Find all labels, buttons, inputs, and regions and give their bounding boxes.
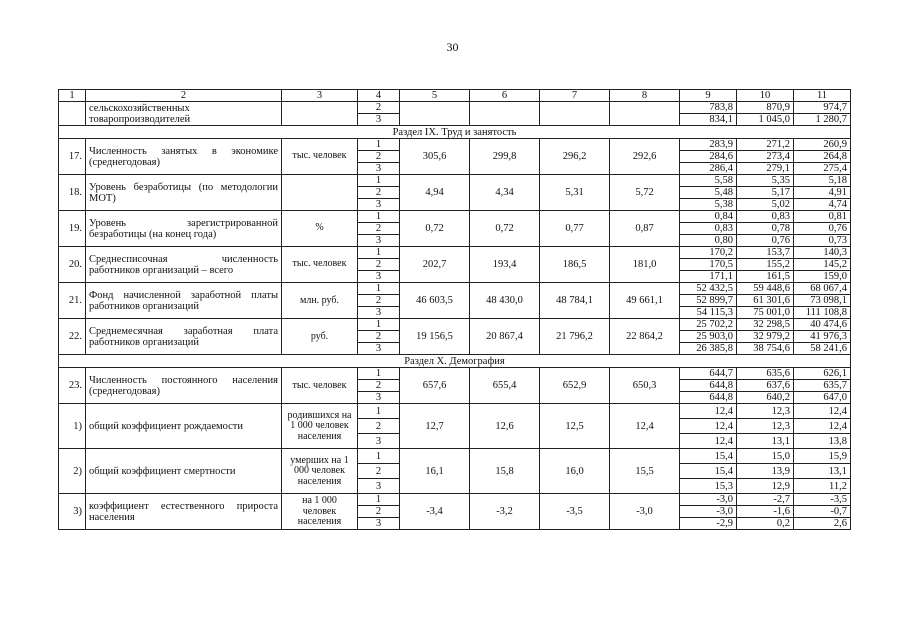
indicator-name: Среднесписочная численность работников организаций – всего — [86, 247, 282, 283]
year-code: 3 — [358, 235, 400, 247]
forecast-value: 15,9 — [794, 449, 851, 464]
table-row — [59, 494, 851, 506]
forecast-value: 647,0 — [794, 392, 851, 404]
year-code: 1 — [358, 211, 400, 223]
year-code: 3 — [358, 163, 400, 175]
forecast-value: -2,9 — [680, 518, 737, 530]
base-value: 655,4 — [470, 368, 540, 404]
base-value: 181,0 — [610, 247, 680, 283]
year-code: 2 — [358, 380, 400, 392]
forecast-value: 153,7 — [737, 247, 794, 259]
forecast-value: 870,9 — [737, 102, 794, 114]
table-row — [59, 368, 851, 380]
indicator-unit — [282, 175, 358, 211]
forecast-value: 5,02 — [737, 199, 794, 211]
forecast-value: 15,4 — [680, 464, 737, 479]
indicator-name: Среднемесячная заработная плата работников организаций — [86, 319, 282, 355]
indicator-unit: на 1 000 человек населения — [282, 494, 358, 530]
forecast-value: 0,84 — [680, 211, 737, 223]
forecast-value: 52 432,5 — [680, 283, 737, 295]
forecast-value: 13,9 — [737, 464, 794, 479]
column-header: 5 — [400, 90, 470, 102]
forecast-value: 0,2 — [737, 518, 794, 530]
table-row — [59, 211, 851, 223]
year-code: 3 — [358, 518, 400, 530]
year-code: 1 — [358, 449, 400, 464]
base-value: 652,9 — [540, 368, 610, 404]
forecast-value: 644,8 — [680, 380, 737, 392]
indicator-name: Численность постоянного населения (среднегодовая) — [86, 368, 282, 404]
forecast-value: 12,3 — [737, 404, 794, 419]
forecast-value: 5,58 — [680, 175, 737, 187]
indicator-index: 3) — [59, 494, 86, 530]
indicator-name: Уровень безработицы (по методологии МОТ) — [86, 175, 282, 211]
column-header: 10 — [737, 90, 794, 102]
page-number: 30 — [446, 40, 459, 54]
forecast-value: 159,0 — [794, 271, 851, 283]
base-value: 305,6 — [400, 139, 470, 175]
forecast-value: 5,48 — [680, 187, 737, 199]
forecast-value: 974,7 — [794, 102, 851, 114]
year-code: 2 — [358, 464, 400, 479]
forecast-value: 170,2 — [680, 247, 737, 259]
base-value: -3,2 — [470, 494, 540, 530]
indicator-name: Численность занятых в экономике (среднегодовая) — [86, 139, 282, 175]
column-header: 1 — [59, 90, 86, 102]
forecast-value: 284,6 — [680, 151, 737, 163]
year-code: 1 — [358, 404, 400, 419]
base-value: 657,6 — [400, 368, 470, 404]
forecast-value: 640,2 — [737, 392, 794, 404]
base-value: 0,72 — [470, 211, 540, 247]
forecast-value: 4,91 — [794, 187, 851, 199]
base-value: 46 603,5 — [400, 283, 470, 319]
indicator-name: Фонд начисленной заработной платы работников организаций — [86, 283, 282, 319]
forecast-value: 13,1 — [794, 464, 851, 479]
year-code: 2 — [358, 259, 400, 271]
year-code: 3 — [358, 114, 400, 126]
forecast-value: 0,83 — [680, 223, 737, 235]
base-value: 20 867,4 — [470, 319, 540, 355]
forecast-value: 12,4 — [680, 404, 737, 419]
indicator-unit: умерших на 1 000 человек населения — [282, 449, 358, 494]
year-code: 1 — [358, 368, 400, 380]
year-code: 1 — [358, 139, 400, 151]
indicator-index: 20. — [59, 247, 86, 283]
base-value: 49 661,1 — [610, 283, 680, 319]
forecast-value: 12,4 — [680, 434, 737, 449]
base-value: 19 156,5 — [400, 319, 470, 355]
forecast-value: 61 301,6 — [737, 295, 794, 307]
forecast-value: 15,3 — [680, 479, 737, 494]
year-code: 3 — [358, 434, 400, 449]
base-value: -3,5 — [540, 494, 610, 530]
base-value: 186,5 — [540, 247, 610, 283]
forecast-value: 0,78 — [737, 223, 794, 235]
forecast-value: -0,7 — [794, 506, 851, 518]
forecast-value: -2,7 — [737, 494, 794, 506]
indicator-index — [59, 102, 86, 126]
forecast-value: 171,1 — [680, 271, 737, 283]
forecast-value: 12,9 — [737, 479, 794, 494]
base-value: 12,6 — [470, 404, 540, 449]
table-row — [59, 247, 851, 259]
forecast-value: 111 108,8 — [794, 307, 851, 319]
base-value: 12,7 — [400, 404, 470, 449]
indicator-index: 17. — [59, 139, 86, 175]
forecast-value: 12,4 — [794, 419, 851, 434]
indicator-unit: тыс. человек — [282, 247, 358, 283]
forecast-value: 260,9 — [794, 139, 851, 151]
forecast-value: 644,8 — [680, 392, 737, 404]
base-value: 21 796,2 — [540, 319, 610, 355]
base-value: 0,77 — [540, 211, 610, 247]
forecast-value: 170,5 — [680, 259, 737, 271]
indicator-unit: родившихся на 1 000 человек населения — [282, 404, 358, 449]
base-value: 0,72 — [400, 211, 470, 247]
section-title: Раздел IX. Труд и занятость — [59, 126, 851, 139]
column-header: 8 — [610, 90, 680, 102]
year-code: 2 — [358, 187, 400, 199]
forecast-value: -3,0 — [680, 494, 737, 506]
table-row — [59, 319, 851, 331]
forecast-value: 275,4 — [794, 163, 851, 175]
section-title: Раздел X. Демография — [59, 355, 851, 368]
year-code: 3 — [358, 392, 400, 404]
forecast-value: -3,0 — [680, 506, 737, 518]
forecast-value: 12,4 — [680, 419, 737, 434]
indicator-name: коэффициент естественного прироста населения — [86, 494, 282, 530]
column-header: 4 — [358, 90, 400, 102]
base-value: 22 864,2 — [610, 319, 680, 355]
base-value: 12,5 — [540, 404, 610, 449]
indicator-index: 23. — [59, 368, 86, 404]
forecast-value: 2,6 — [794, 518, 851, 530]
section-row — [59, 355, 851, 368]
forecast-value: 73 098,1 — [794, 295, 851, 307]
forecast-value: 54 115,3 — [680, 307, 737, 319]
indicator-index: 22. — [59, 319, 86, 355]
base-value: -3,0 — [610, 494, 680, 530]
year-code: 3 — [358, 199, 400, 211]
indicator-index: 2) — [59, 449, 86, 494]
forecast-value: 273,4 — [737, 151, 794, 163]
base-value: 4,94 — [400, 175, 470, 211]
indicator-unit: руб. — [282, 319, 358, 355]
forecast-value: 25 702,2 — [680, 319, 737, 331]
indicator-unit — [282, 102, 358, 126]
forecast-value: 12,4 — [794, 404, 851, 419]
column-header: 7 — [540, 90, 610, 102]
year-code: 2 — [358, 419, 400, 434]
table-row — [59, 175, 851, 187]
table-row — [59, 139, 851, 151]
forecast-value: 1 280,7 — [794, 114, 851, 126]
indicator-name: сельскохозяйственных товаропроизводителей — [86, 102, 282, 126]
forecast-value: 11,2 — [794, 479, 851, 494]
base-value: 202,7 — [400, 247, 470, 283]
forecast-value: 286,4 — [680, 163, 737, 175]
forecast-value: 13,8 — [794, 434, 851, 449]
indicator-unit: млн. руб. — [282, 283, 358, 319]
forecast-value: 0,83 — [737, 211, 794, 223]
forecast-value: 38 754,6 — [737, 343, 794, 355]
base-value: 5,72 — [610, 175, 680, 211]
indicator-name: общий коэффициент смертности — [86, 449, 282, 494]
base-value: 16,1 — [400, 449, 470, 494]
forecast-value: 13,1 — [737, 434, 794, 449]
indicator-index: 19. — [59, 211, 86, 247]
table-row — [59, 404, 851, 419]
base-value — [610, 102, 680, 126]
forecast-value: 626,1 — [794, 368, 851, 380]
forecast-value: 635,7 — [794, 380, 851, 392]
base-value — [400, 102, 470, 126]
base-value: 193,4 — [470, 247, 540, 283]
column-header: 9 — [680, 90, 737, 102]
forecast-value: 26 385,8 — [680, 343, 737, 355]
column-header: 6 — [470, 90, 540, 102]
forecast-value: 5,35 — [737, 175, 794, 187]
forecast-value: 5,38 — [680, 199, 737, 211]
forecast-value: 40 474,6 — [794, 319, 851, 331]
indicator-index: 21. — [59, 283, 86, 319]
forecast-value: 5,17 — [737, 187, 794, 199]
base-value: 0,87 — [610, 211, 680, 247]
forecast-value: 12,3 — [737, 419, 794, 434]
forecast-value: 32 979,2 — [737, 331, 794, 343]
indicator-unit: % — [282, 211, 358, 247]
forecast-value: 283,9 — [680, 139, 737, 151]
forecast-value: 41 976,3 — [794, 331, 851, 343]
forecast-value: 0,81 — [794, 211, 851, 223]
base-value — [540, 102, 610, 126]
table-row — [59, 449, 851, 464]
base-value: 292,6 — [610, 139, 680, 175]
year-code: 3 — [358, 307, 400, 319]
indicator-unit: тыс. человек — [282, 368, 358, 404]
forecast-value: 68 067,4 — [794, 283, 851, 295]
year-code: 3 — [358, 343, 400, 355]
forecast-value: 635,6 — [737, 368, 794, 380]
indicator-unit: тыс. человек — [282, 139, 358, 175]
forecast-value: 140,3 — [794, 247, 851, 259]
forecast-value: 58 241,6 — [794, 343, 851, 355]
forecast-value: 15,4 — [680, 449, 737, 464]
forecast-value: 145,2 — [794, 259, 851, 271]
forecast-value: 0,76 — [737, 235, 794, 247]
year-code: 2 — [358, 223, 400, 235]
forecast-value: 59 448,6 — [737, 283, 794, 295]
year-code: 2 — [358, 151, 400, 163]
base-value: -3,4 — [400, 494, 470, 530]
base-value: 15,8 — [470, 449, 540, 494]
base-value: 299,8 — [470, 139, 540, 175]
forecast-value: 155,2 — [737, 259, 794, 271]
statistics-table — [58, 89, 851, 530]
indicator-name: Уровень зарегистрированной безработицы (на конец года) — [86, 211, 282, 247]
forecast-value: 264,8 — [794, 151, 851, 163]
forecast-value: 637,6 — [737, 380, 794, 392]
forecast-value: 279,1 — [737, 163, 794, 175]
year-code: 1 — [358, 247, 400, 259]
year-code: 2 — [358, 102, 400, 114]
year-code: 3 — [358, 479, 400, 494]
section-row — [59, 126, 851, 139]
forecast-value: 25 903,0 — [680, 331, 737, 343]
forecast-value: 0,80 — [680, 235, 737, 247]
base-value: 4,34 — [470, 175, 540, 211]
forecast-value: 32 298,5 — [737, 319, 794, 331]
header-row — [59, 90, 851, 102]
year-code: 1 — [358, 175, 400, 187]
column-header: 2 — [86, 90, 282, 102]
base-value: 5,31 — [540, 175, 610, 211]
forecast-value: 644,7 — [680, 368, 737, 380]
forecast-value: 5,18 — [794, 175, 851, 187]
base-value: 48 784,1 — [540, 283, 610, 319]
column-header: 3 — [282, 90, 358, 102]
indicator-name: общий коэффициент рождаемости — [86, 404, 282, 449]
forecast-value: 15,0 — [737, 449, 794, 464]
base-value: 296,2 — [540, 139, 610, 175]
base-value: 48 430,0 — [470, 283, 540, 319]
year-code: 2 — [358, 331, 400, 343]
forecast-value: -3,5 — [794, 494, 851, 506]
forecast-value: -1,6 — [737, 506, 794, 518]
table-row — [59, 283, 851, 295]
forecast-value: 1 045,0 — [737, 114, 794, 126]
indicator-index: 1) — [59, 404, 86, 449]
table-row — [59, 102, 851, 114]
forecast-value: 783,8 — [680, 102, 737, 114]
forecast-value: 834,1 — [680, 114, 737, 126]
forecast-value: 161,5 — [737, 271, 794, 283]
year-code: 2 — [358, 295, 400, 307]
forecast-value: 75 001,0 — [737, 307, 794, 319]
base-value: 15,5 — [610, 449, 680, 494]
forecast-value: 0,73 — [794, 235, 851, 247]
year-code: 1 — [358, 494, 400, 506]
forecast-value: 271,2 — [737, 139, 794, 151]
column-header: 11 — [794, 90, 851, 102]
year-code: 3 — [358, 271, 400, 283]
forecast-value: 52 899,7 — [680, 295, 737, 307]
base-value — [470, 102, 540, 126]
base-value: 12,4 — [610, 404, 680, 449]
base-value: 16,0 — [540, 449, 610, 494]
year-code: 2 — [358, 506, 400, 518]
year-code: 1 — [358, 319, 400, 331]
forecast-value: 4,74 — [794, 199, 851, 211]
indicator-index: 18. — [59, 175, 86, 211]
year-code: 1 — [358, 283, 400, 295]
base-value: 650,3 — [610, 368, 680, 404]
forecast-value: 0,76 — [794, 223, 851, 235]
